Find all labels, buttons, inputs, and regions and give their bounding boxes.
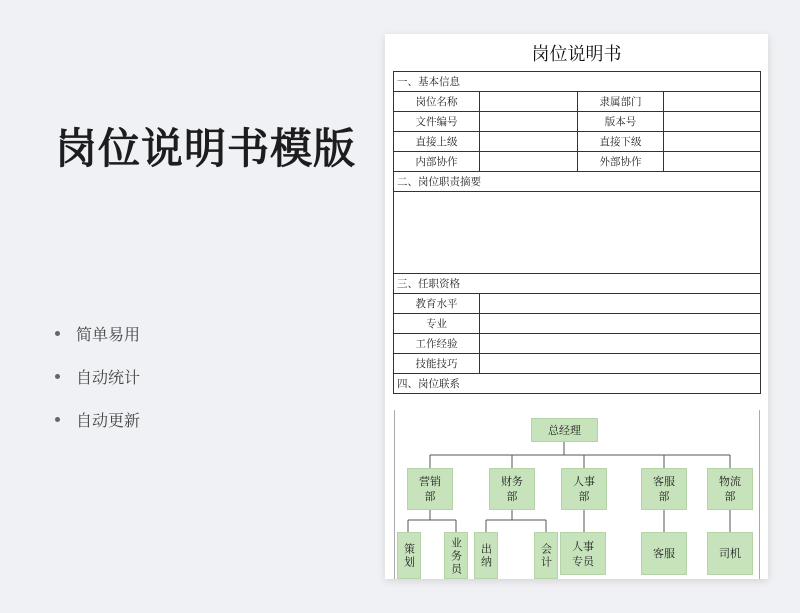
field-label: 文件编号 <box>394 112 480 132</box>
table-row <box>394 294 761 314</box>
org-node-sub <box>474 532 498 579</box>
feature-label: 自动更新 <box>76 411 141 430</box>
org-node-dept: 营销 部 <box>407 468 453 510</box>
section-relations: 四、岗位联系 <box>394 374 761 394</box>
field-label: 教育水平 <box>394 294 480 314</box>
table-row <box>394 112 761 132</box>
org-node-dept: 客服 部 <box>641 468 687 510</box>
field-value[interactable] <box>664 112 761 132</box>
field-label: 直接上级 <box>394 132 480 152</box>
feature-item <box>55 355 140 398</box>
section-duties: 二、岗位职责摘要 <box>394 172 761 192</box>
section-qualifications: 三、任职资格 <box>394 274 761 294</box>
org-node-sub: 客服 <box>641 532 687 575</box>
field-value[interactable] <box>664 152 761 172</box>
field-label: 内部协作 <box>394 152 480 172</box>
field-value[interactable] <box>480 152 578 172</box>
org-node-label: 业务员 <box>449 537 463 576</box>
table-row <box>394 354 761 374</box>
document-title: 岗位说明书 <box>531 44 622 65</box>
job-description-table <box>393 71 761 394</box>
table-row <box>394 132 761 152</box>
table-row <box>394 152 761 172</box>
field-label: 隶属部门 <box>578 92 664 112</box>
feature-item <box>55 312 140 355</box>
org-node-dept: 物流 部 <box>707 468 753 510</box>
field-value[interactable] <box>480 92 578 112</box>
field-value[interactable] <box>480 354 761 374</box>
org-node-sub <box>397 532 421 579</box>
field-value[interactable] <box>480 314 761 334</box>
section-basic-info: 一、基本信息 <box>394 72 761 92</box>
duties-content[interactable] <box>394 192 761 274</box>
field-label: 岗位名称 <box>394 92 480 112</box>
field-label: 专业 <box>394 314 480 334</box>
org-node-sub <box>534 532 558 579</box>
hero-title: 岗位说明书模版 <box>55 124 357 173</box>
org-node-dept: 人事 部 <box>561 468 607 510</box>
field-label: 外部协作 <box>578 152 664 172</box>
feature-label: 简单易用 <box>76 325 141 344</box>
org-node-dept: 财务 部 <box>489 468 535 510</box>
document-preview[interactable] <box>385 34 768 579</box>
org-node-label: 出纳 <box>479 542 493 569</box>
field-value[interactable] <box>480 294 761 314</box>
field-label: 版本号 <box>578 112 664 132</box>
field-label: 工作经验 <box>394 334 480 354</box>
table-row <box>394 334 761 354</box>
bullet-icon <box>55 331 60 336</box>
bullet-icon <box>55 374 60 379</box>
field-label: 直接下级 <box>578 132 664 152</box>
field-label: 技能技巧 <box>394 354 480 374</box>
org-node-sub: 人事 专员 <box>560 532 606 575</box>
org-node-label: 策划 <box>402 542 416 569</box>
field-value[interactable] <box>664 92 761 112</box>
org-chart <box>394 410 760 579</box>
table-row <box>394 92 761 112</box>
feature-list <box>55 312 140 441</box>
field-value[interactable] <box>480 112 578 132</box>
feature-item <box>55 398 140 441</box>
bullet-icon <box>55 417 60 422</box>
org-node-sub: 司机 <box>707 532 753 575</box>
field-value[interactable] <box>480 132 578 152</box>
field-value[interactable] <box>664 132 761 152</box>
org-node-root: 总经理 <box>531 418 598 442</box>
org-node-sub <box>444 532 468 579</box>
org-node-label: 会计 <box>539 542 553 569</box>
field-value[interactable] <box>480 334 761 354</box>
table-row <box>394 314 761 334</box>
feature-label: 自动统计 <box>76 368 141 387</box>
